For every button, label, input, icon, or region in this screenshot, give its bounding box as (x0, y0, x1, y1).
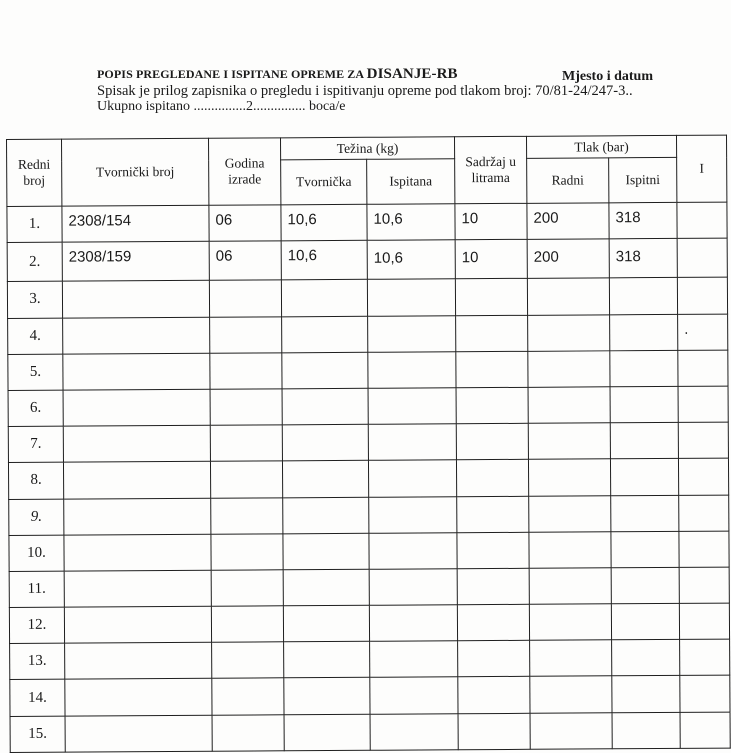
cell-cut (680, 639, 730, 675)
cell-w-factory (284, 678, 370, 715)
row-number: 3. (7, 282, 62, 319)
cell-cut (678, 350, 728, 386)
cell-serial (64, 570, 211, 607)
cell-p-work (528, 387, 610, 424)
table-row (10, 639, 730, 680)
cell-year (212, 714, 284, 751)
header-tlak-radni: Radni (527, 158, 609, 204)
cell-volume (458, 641, 530, 678)
table-row (9, 603, 729, 644)
cell-year (211, 606, 283, 643)
table-row (7, 202, 727, 243)
cell-cut (677, 202, 727, 238)
cell-cut (678, 458, 728, 494)
cell-p-test (609, 278, 677, 315)
cell-year (210, 425, 282, 462)
cell-p-work (527, 278, 609, 315)
cell-cut (680, 676, 730, 712)
header-tlak: Tlak (bar) (526, 135, 676, 158)
cell-year (210, 353, 282, 390)
header-redni: Redni broj (7, 139, 62, 206)
header-cut: I (676, 135, 726, 202)
cell-cut (680, 712, 730, 748)
row-number: 14. (10, 680, 65, 717)
cell-p-work (529, 604, 611, 641)
cell-w-tested (369, 532, 457, 569)
cell-w-tested (370, 713, 458, 750)
cell-year (210, 316, 282, 353)
form-title (97, 66, 458, 83)
cell-serial (65, 715, 212, 752)
row-number: 15. (10, 716, 65, 753)
table-row (7, 238, 727, 282)
cell-p-work (528, 459, 610, 496)
row-number: 13. (10, 643, 65, 680)
header-sadrzaj: Sadržaj u litrama (454, 136, 526, 203)
cell-year (211, 570, 283, 607)
cell-volume (456, 351, 528, 388)
cell-volume: 10 (455, 203, 527, 240)
cell-w-factory (283, 569, 369, 606)
cell-w-tested (369, 496, 457, 533)
header-tlak-ispitni: Ispitni (609, 157, 677, 202)
cell-cut (678, 422, 728, 458)
cell-w-tested (368, 388, 456, 425)
cell-serial: 2308/154 (62, 205, 209, 242)
cell-p-test: 318 (609, 239, 677, 279)
cell-year (211, 534, 283, 571)
table-row (8, 350, 728, 391)
cell-p-test (610, 350, 678, 387)
cell-year: 06 (209, 205, 281, 242)
cell-p-work (530, 712, 612, 749)
cell-w-factory (281, 280, 367, 317)
row-number: 11. (9, 571, 64, 608)
cell-w-tested (370, 677, 458, 714)
cell-cut: . (678, 314, 728, 350)
cell-volume (456, 387, 528, 424)
row-number: 6. (8, 390, 63, 427)
cell-p-test (610, 314, 678, 351)
cell-w-factory (282, 388, 368, 425)
cell-volume (457, 568, 529, 605)
header-tvornicki: Tvornički broj (62, 138, 209, 206)
title-main: DISANJE-RB (366, 66, 458, 82)
cell-p-work (528, 314, 610, 351)
title-prefix: POPIS PREGLEDANE I ISPITANE OPREME ZA (97, 67, 364, 81)
row-number: 1. (7, 206, 62, 243)
cell-p-test (610, 423, 678, 460)
cell-w-tested: 10,6 (367, 204, 455, 241)
cell-serial (63, 353, 210, 390)
cell-serial (62, 281, 209, 318)
cell-serial (65, 643, 212, 680)
cell-cut (677, 238, 727, 277)
cell-serial (65, 679, 212, 716)
cell-serial (63, 425, 210, 462)
cell-w-factory (282, 316, 368, 353)
cell-p-test (612, 712, 680, 749)
header-godina: Godina izrade (208, 138, 280, 205)
cell-p-test (610, 459, 678, 496)
table-row (8, 422, 728, 463)
equipment-table (6, 135, 731, 753)
total-unit: boca/e (308, 99, 346, 114)
cell-p-work (529, 531, 611, 568)
cell-p-work (530, 676, 612, 713)
dots: ............... (252, 99, 306, 114)
table-body (7, 202, 730, 752)
cell-year: 06 (209, 241, 281, 281)
table-row (8, 314, 728, 355)
cell-year (210, 389, 282, 426)
table-row (9, 567, 729, 608)
cell-w-tested (367, 279, 455, 316)
table-row (10, 712, 730, 753)
cell-year (210, 461, 282, 498)
row-number: 10. (9, 535, 64, 572)
cell-year (209, 280, 281, 317)
row-number: 4. (8, 318, 63, 355)
cell-p-work (529, 495, 611, 532)
row-number: 7. (8, 426, 63, 463)
cell-volume (457, 604, 529, 641)
table-row (9, 531, 729, 572)
cell-p-test (611, 495, 679, 532)
cell-serial (64, 606, 211, 643)
cell-w-factory (282, 461, 368, 498)
cell-w-tested (368, 460, 456, 497)
cell-w-factory (284, 714, 370, 751)
cell-serial: 2308/159 (62, 241, 209, 281)
header-tezina-tvornicka: Tvornička (281, 159, 367, 205)
cell-w-tested (368, 352, 456, 389)
header-tezina-ispitana: Ispitana (367, 159, 455, 205)
cell-year (212, 642, 284, 679)
cell-p-work: 200 (527, 239, 609, 279)
cell-p-test (611, 603, 679, 640)
cell-p-test (612, 640, 680, 677)
table-row (7, 277, 727, 318)
cell-serial (63, 317, 210, 354)
row-number: 8. (8, 462, 63, 499)
cell-p-work (530, 640, 612, 677)
cell-w-tested (370, 641, 458, 678)
cell-w-factory: 10,6 (281, 204, 367, 241)
total-label: Ukupno ispitano (97, 99, 190, 114)
table-wrapper (0, 138, 704, 742)
cell-serial (63, 389, 210, 426)
cell-year (212, 678, 284, 715)
cell-w-tested (368, 424, 456, 461)
cell-volume (456, 315, 528, 352)
cell-p-test (612, 676, 680, 713)
cell-cut (677, 277, 727, 313)
cell-w-factory (282, 424, 368, 461)
cell-volume (455, 279, 527, 316)
row-number: 5. (8, 354, 63, 391)
row-number: 9. (9, 499, 64, 536)
table-row (9, 495, 729, 536)
table-row (8, 458, 728, 499)
total-count: 2 (245, 99, 253, 114)
cell-volume (457, 532, 529, 569)
cell-p-work (529, 568, 611, 605)
cell-p-test (610, 386, 678, 423)
cell-serial (64, 534, 211, 571)
cell-cut (679, 567, 729, 603)
cell-w-tested (369, 605, 457, 642)
cell-volume (456, 460, 528, 497)
row-number: 12. (9, 607, 64, 644)
cell-volume (457, 496, 529, 533)
cell-w-factory (282, 352, 368, 389)
cell-w-factory (283, 533, 369, 570)
cell-w-tested (369, 569, 457, 606)
cell-cut (679, 531, 729, 567)
cell-volume (456, 423, 528, 460)
table-row (8, 386, 728, 427)
cell-p-work: 200 (527, 203, 609, 240)
cell-p-test: 318 (609, 202, 677, 239)
row-number: 2. (7, 242, 62, 282)
dots: ............... (193, 99, 246, 114)
cell-w-factory: 10,6 (281, 240, 367, 280)
cell-cut (678, 386, 728, 422)
cell-cut (679, 603, 729, 639)
total-tested (97, 99, 345, 115)
cell-w-factory (283, 605, 369, 642)
cell-p-test (611, 567, 679, 604)
cell-volume (458, 677, 530, 714)
cell-w-tested (368, 315, 456, 352)
cell-year (211, 497, 283, 534)
report-reference: Spisak je prilog zapisnika o pregledu i ispitivanju opreme pod tlakom broj: 70/81-24/247-3.. (97, 83, 633, 99)
cell-volume (458, 713, 530, 750)
header-tezina: Težina (kg) (280, 137, 454, 160)
cell-serial (64, 498, 211, 535)
cell-p-test (611, 531, 679, 568)
table-row (10, 676, 730, 717)
cell-p-work (528, 423, 610, 460)
cell-cut (679, 495, 729, 531)
place-date-label: Mjesto i datum (562, 69, 653, 84)
cell-volume: 10 (455, 240, 527, 280)
cell-w-factory (284, 642, 370, 679)
cell-w-factory (283, 497, 369, 534)
cell-w-tested: 10,6 (367, 240, 455, 280)
cell-p-work (528, 351, 610, 388)
cell-serial (63, 462, 210, 499)
